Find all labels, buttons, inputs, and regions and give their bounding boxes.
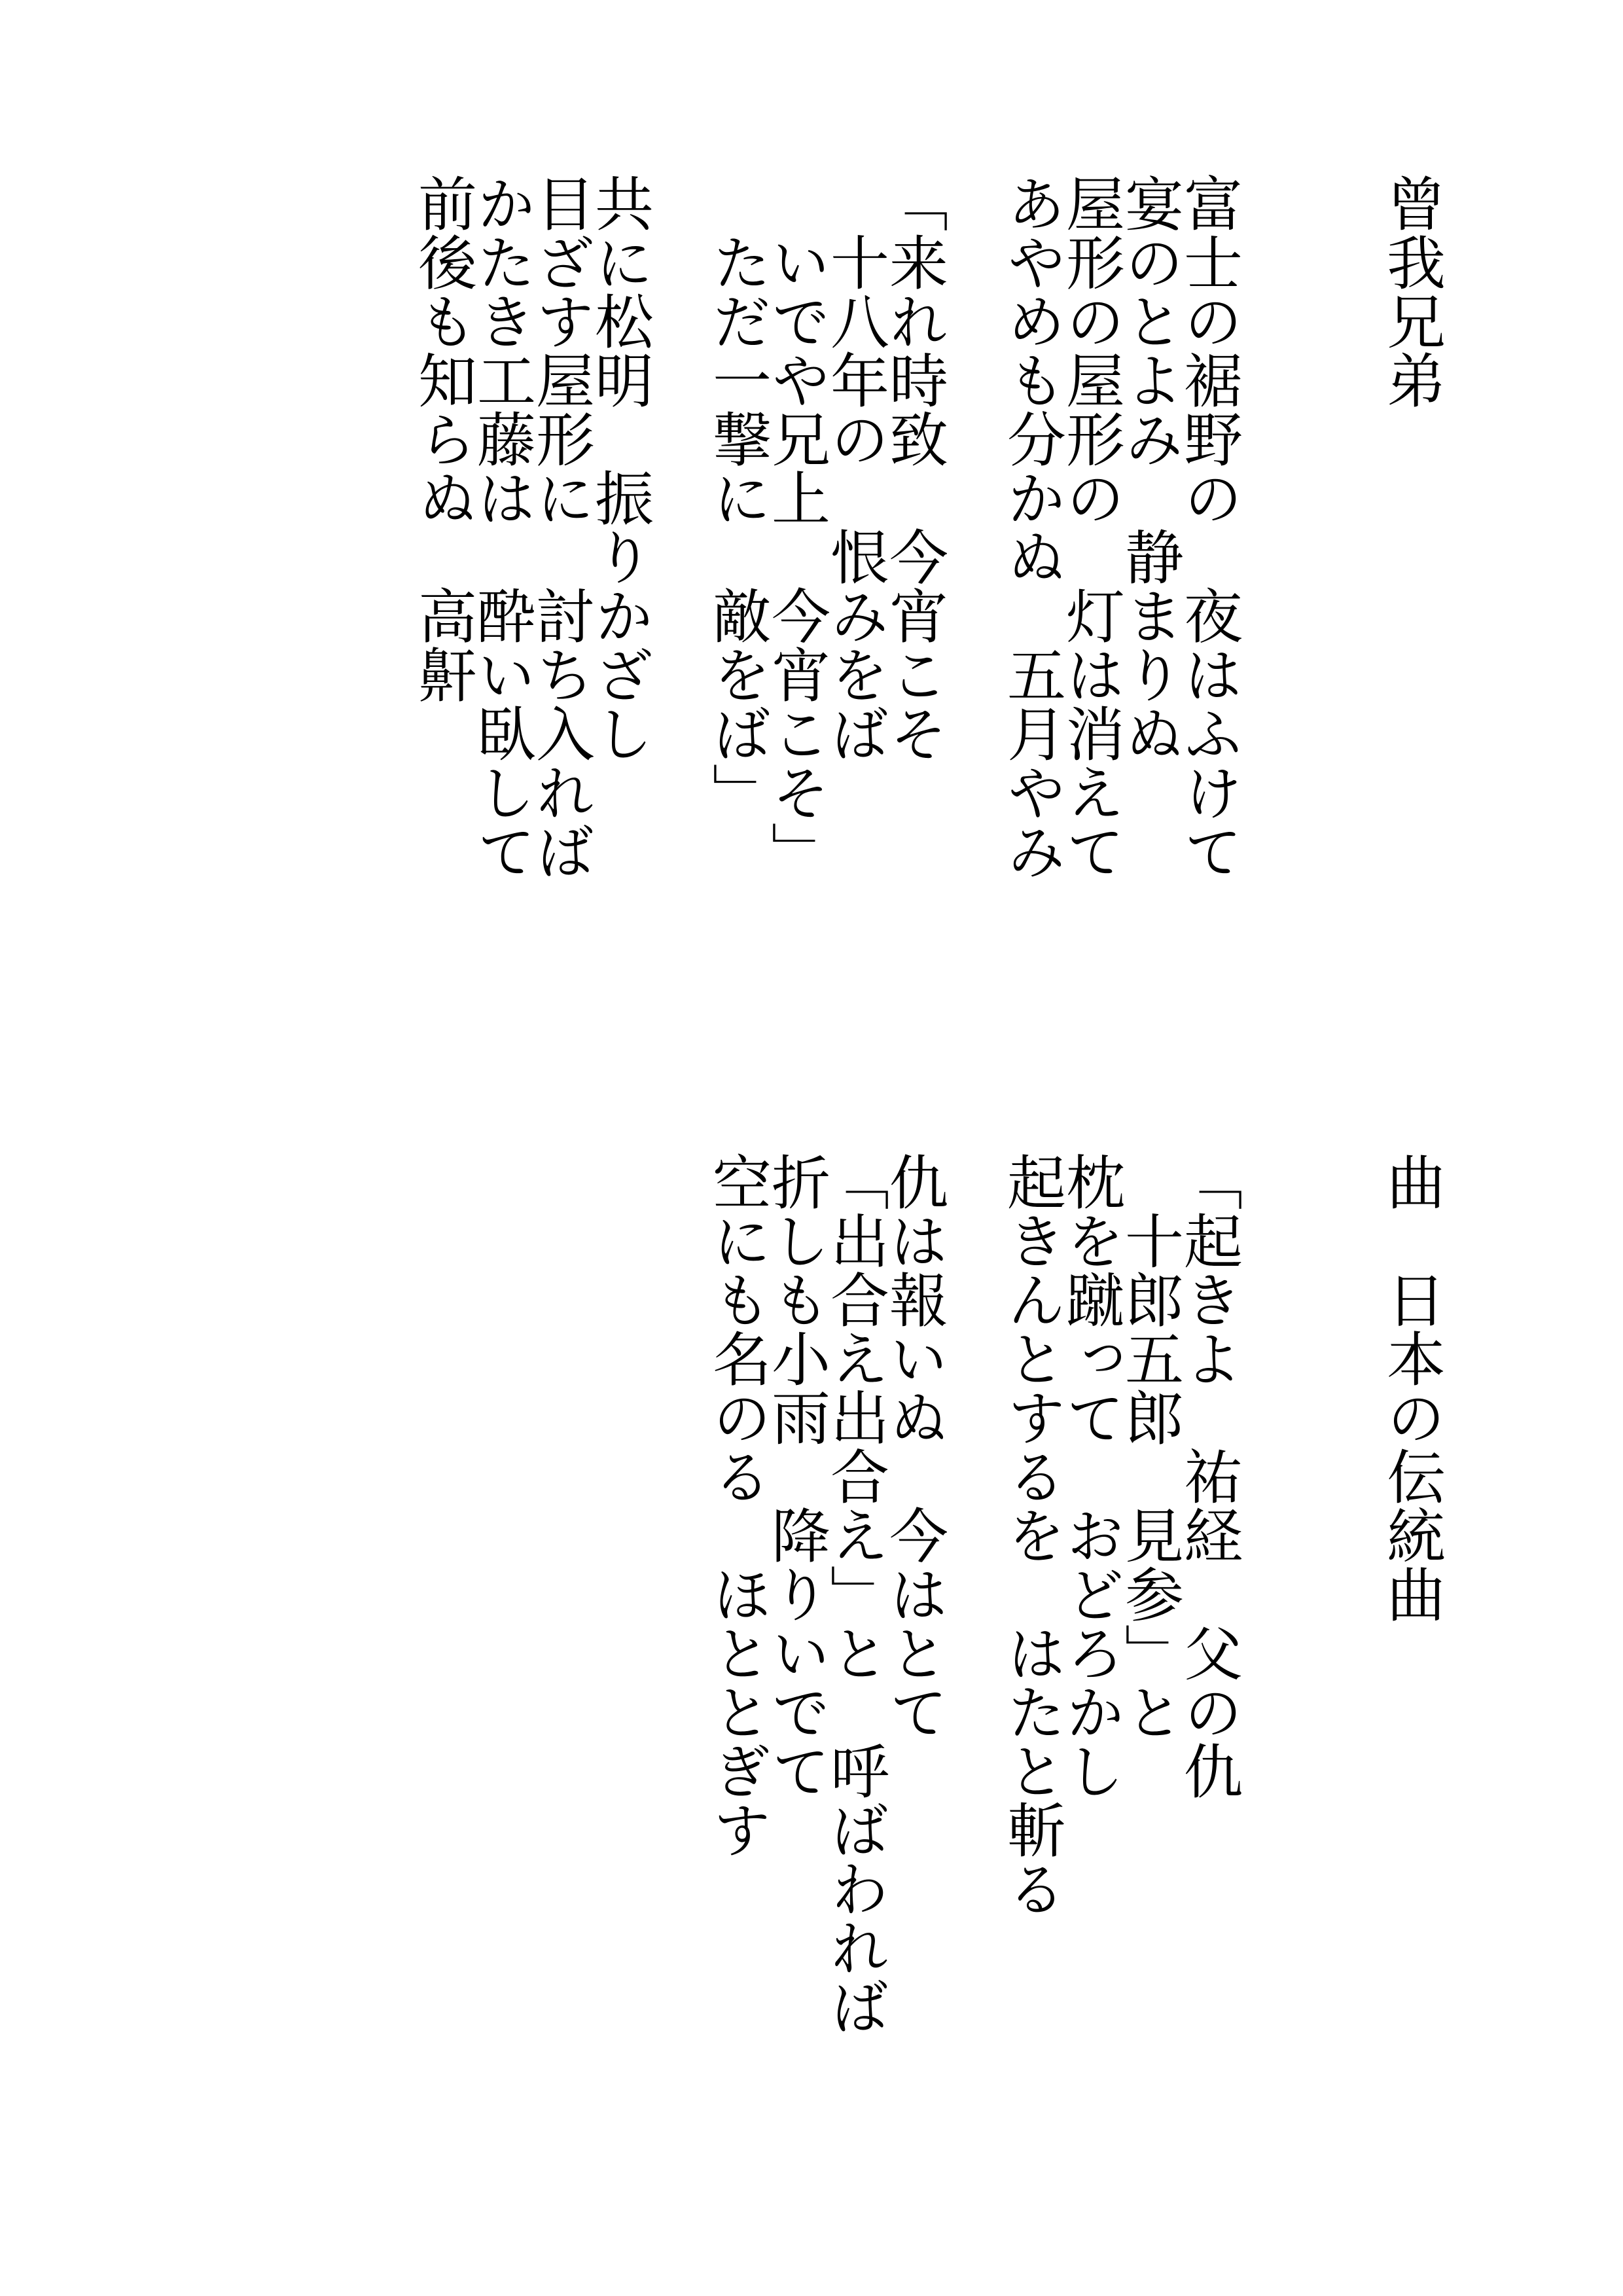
bottom-stanza-2-line-4: 空にも名のる ほととぎす bbox=[702, 1152, 771, 1859]
top-stanza-3-line-3: かたき工藤は 酔い臥して bbox=[467, 173, 535, 880]
top-stanza-1-line-3: 屋形の屋形の 灯は消えて bbox=[1056, 173, 1124, 880]
song-credit: 曲 日本の伝統曲 bbox=[1376, 1152, 1445, 1623]
top-stanza-2-line-3: いでや兄上 今宵こそ」 bbox=[761, 232, 830, 880]
bottom-stanza-2-line-1: 仇は報いぬ 今はとて bbox=[879, 1152, 948, 1741]
top-stanza-1-line-1: 富士の裾野の 夜はふけて bbox=[1173, 173, 1242, 880]
bottom-stanza-1-line-4: 起きんとするを はたと斬る bbox=[997, 1152, 1065, 1918]
top-stanza-2-line-2: 十八年の 恨みをば bbox=[820, 232, 889, 762]
bottom-stanza-1-line-3: 枕を蹴って おどろかし bbox=[1056, 1152, 1124, 1800]
top-stanza-3-line-4: 前後も知らぬ 高鼾 bbox=[408, 173, 476, 704]
top-stanza-3-line-1: 共に松明 振りかざし bbox=[584, 173, 653, 762]
top-stanza-2-line-1: 「来れ時致 今宵こそ bbox=[879, 173, 948, 762]
bottom-stanza-2-line-2: 「出合え出合え」と 呼ばわれば bbox=[820, 1152, 889, 2036]
bottom-stanza-2-line-3: 折しも小雨 降りいでて bbox=[761, 1152, 830, 1800]
top-stanza-3-line-2: 目ざす屋形に 討ち入れば bbox=[526, 173, 594, 880]
bottom-stanza-1-line-1: 「起きよ 祐経 父の仇 bbox=[1173, 1152, 1242, 1800]
song-title: 曾我兄弟 bbox=[1376, 173, 1445, 409]
top-stanza-2-line-4: ただ一撃に 敵をば」 bbox=[702, 232, 771, 821]
top-stanza-1-line-4: あやめも分かぬ 五月やみ bbox=[997, 173, 1065, 880]
top-stanza-1-line-2: 宴のとよみ 静まりぬ bbox=[1115, 173, 1183, 762]
bottom-stanza-1-line-2: 十郎五郎 見参」と bbox=[1115, 1211, 1183, 1741]
